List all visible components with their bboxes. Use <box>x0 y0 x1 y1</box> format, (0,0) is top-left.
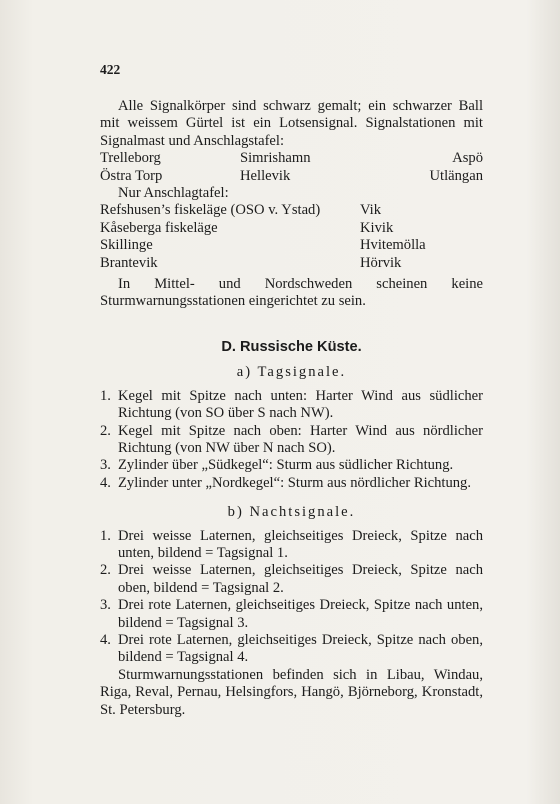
station-row <box>100 150 483 167</box>
list-item <box>100 475 483 492</box>
station-name: Kåseberga fiskeläge <box>100 219 218 236</box>
station-name: Simrishamn <box>240 150 311 167</box>
station-row <box>100 168 483 185</box>
page-body <box>100 98 483 719</box>
item-number: 2. <box>100 562 111 579</box>
item-number: 4. <box>100 474 111 491</box>
item-number: 3. <box>100 457 111 474</box>
list-item <box>100 388 483 423</box>
item-text: Kegel mit Spitze nach oben: Harter Wind aus nördlicher Richtung (von NW über N nach SO). <box>118 422 483 456</box>
intro-paragraph: Alle Signalkörper sind schwarz gemalt; ein schwarzer Ball mit weissem Gürtel ist ein Lotsensignal. Signalstationen mit Signalmast und Anschlagstafel: <box>100 98 483 149</box>
item-text: Drei weisse Laternen, gleichseitiges Dreieck, Spitze nach oben, bildend = Tagsignal 2. <box>118 562 483 596</box>
item-text: Drei rote Laternen, gleichseitiges Dreieck, Spitze nach unten, bildend = Tagsignal 3. <box>118 597 483 631</box>
closing-paragraph: Sturmwarnungsstationen befinden sich in Libau, Windau, Riga, Reval, Pernau, Helsingfors, Hangö, Björneborg, Kronstadt, St. Petersburg. <box>100 666 483 718</box>
item-text: Zylinder über „Südkegel“: Sturm aus südlicher Richtung. <box>118 457 454 474</box>
nachtsignale-list <box>100 528 483 667</box>
anschlag-station-list <box>100 202 483 272</box>
item-text: Drei rote Laternen, gleichseitiges Dreieck, Spitze nach oben, bildend = Tagsignal 4. <box>118 631 483 666</box>
station-name: Utlängan <box>429 167 483 184</box>
station-name: Trelleborg <box>100 150 161 167</box>
anschlag-heading: Nur Anschlagtafel: <box>118 185 229 202</box>
item-number: 3. <box>100 597 111 614</box>
station-name: Aspö <box>452 150 483 167</box>
station-row <box>100 255 483 272</box>
list-item <box>100 528 483 563</box>
list-item <box>100 457 483 474</box>
item-number: 4. <box>100 631 111 648</box>
section-title: D. Russische Küste. <box>221 338 362 355</box>
station-name: Brantevik <box>100 254 158 271</box>
station-row <box>100 202 483 219</box>
station-name: Hvitemölla <box>360 237 426 254</box>
note-paragraph: In Mittel- und Nordschweden scheinen keine Sturmwarnungsstationen eingerichtet zu sein. <box>100 276 483 310</box>
station-row <box>100 220 483 237</box>
item-text: Kegel mit Spitze nach unten: Harter Wind aus südlicher Richtung (von SO über S nach NW). <box>118 387 483 422</box>
subsection-title-b: b) Nachtsignale. <box>227 504 356 521</box>
station-name: Hörvik <box>360 254 402 271</box>
list-item <box>100 597 483 632</box>
subsection-title-a: a) Tagsignale. <box>236 364 347 381</box>
station-name: Skillinge <box>100 237 153 254</box>
item-text: Drei weisse Laternen, gleichseitiges Dreieck, Spitze nach unten, bildend = Tagsignal 1. <box>118 527 483 561</box>
station-name: Refshusen’s fiskeläge (OSO v. Ystad) <box>100 202 321 219</box>
station-name: Östra Torp <box>100 167 163 184</box>
station-name: Vik <box>360 202 382 219</box>
station-name: Hellevik <box>240 167 291 184</box>
item-number: 2. <box>100 422 111 439</box>
page-number: 422 <box>100 62 121 77</box>
signalmast-station-list <box>100 150 483 185</box>
tagsignale-list <box>100 388 483 492</box>
list-item <box>100 632 483 667</box>
item-text: Zylinder unter „Nordkegel“: Sturm aus nördlicher Richtung. <box>118 474 471 491</box>
list-item <box>100 562 483 597</box>
list-item <box>100 423 483 458</box>
item-number: 1. <box>100 387 111 404</box>
station-name: Kivik <box>360 219 394 236</box>
station-row <box>100 237 483 254</box>
item-number: 1. <box>100 527 111 544</box>
